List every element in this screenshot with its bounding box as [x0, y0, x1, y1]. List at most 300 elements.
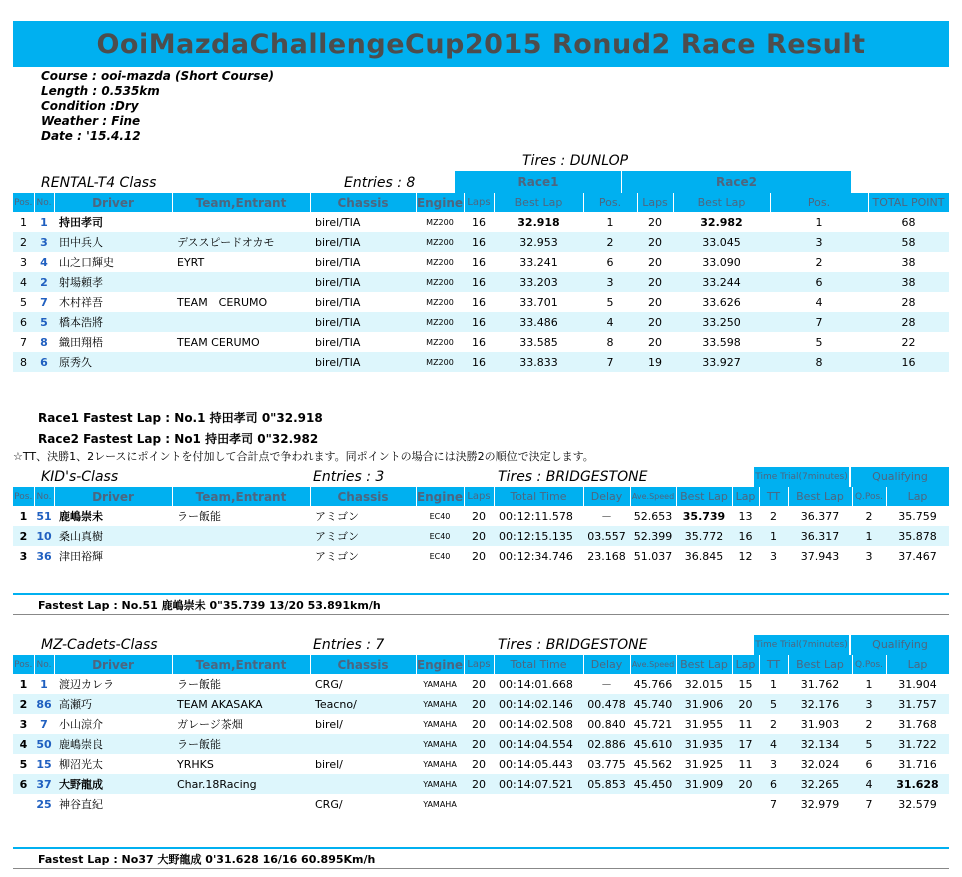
pos-cell: 2 [770, 252, 868, 272]
bestlap-cell: 33.626 [673, 292, 770, 312]
table-row [13, 754, 949, 774]
col-qlap: Lap [886, 655, 949, 674]
total-point-cell: 16 [868, 352, 949, 372]
col-laps-r2: Laps [637, 193, 673, 212]
lap-cell: 16 [732, 526, 759, 546]
table-row [13, 794, 949, 814]
t4-fastest-race2: Race2 Fastest Lap : No1 持田孝司 0"32.982 [38, 432, 319, 446]
avespeed-cell: 45.740 [630, 694, 676, 714]
t4-class-name: RENTAL-T4 Class [41, 175, 157, 191]
bestlap-cell: 32.918 [494, 212, 583, 232]
bestlap-cell: 33.585 [494, 332, 583, 352]
col-qpos: Q.Pos. [852, 487, 886, 506]
pos-cell: 7 [770, 312, 868, 332]
avespeed-cell: 51.037 [630, 546, 676, 566]
col-bestlap-r2: Best Lap [673, 193, 770, 212]
driver-cell: 木村祥吾 [54, 292, 172, 312]
cadets-tires: Tires : BRIDGESTONE [498, 637, 648, 653]
chassis-cell: アミゴン [310, 546, 416, 566]
date-info: Date : '15.4.12 [41, 129, 141, 143]
laps-cell: 20 [637, 212, 673, 232]
driver-cell: 田中兵人 [54, 232, 172, 252]
tt-cell: 4 [759, 734, 788, 754]
pos-cell: 6 [13, 774, 34, 794]
cadets-class-name: MZ-Cadets-Class [41, 637, 158, 653]
delay-cell: 03.775 [583, 754, 630, 774]
col-tt-bestlap: Best Lap [788, 655, 852, 674]
chassis-cell [310, 734, 416, 754]
condition-info: Condition :Dry [41, 99, 139, 113]
bestlap-cell [676, 794, 732, 814]
laps-cell: 20 [637, 292, 673, 312]
qpos-cell: 2 [852, 714, 886, 734]
lap-cell: 17 [732, 734, 759, 754]
col-engine: Engine [416, 193, 464, 212]
car-number-cell: 7 [34, 292, 54, 312]
table-row [13, 714, 949, 734]
totaltime-cell: 00:12:15.135 [494, 526, 583, 546]
col-bestlap: Best Lap [494, 193, 583, 212]
chassis-cell: アミゴン [310, 526, 416, 546]
driver-cell: 原秀久 [54, 352, 172, 372]
team-cell [172, 794, 310, 814]
bestlap-cell: 31.925 [676, 754, 732, 774]
pos-cell: 4 [13, 272, 34, 292]
qlap-cell: 31.722 [886, 734, 949, 754]
team-cell: TEAM CERUMO [172, 292, 310, 312]
qlap-cell: 37.467 [886, 546, 949, 566]
totaltime-cell: 00:14:07.521 [494, 774, 583, 794]
bestlap-cell: 31.935 [676, 734, 732, 754]
qpos-cell: 7 [852, 794, 886, 814]
driver-cell: 鹿嶋崇良 [54, 734, 172, 754]
col-engine: Engine [416, 655, 464, 674]
tt-cell: 3 [759, 754, 788, 774]
col-qpos: Q.Pos. [852, 655, 886, 674]
laps-cell: 16 [464, 352, 494, 372]
total-point-cell: 22 [868, 332, 949, 352]
col-laps: Laps [464, 655, 494, 674]
car-number-cell: 7 [34, 714, 54, 734]
pos-cell: 4 [13, 734, 34, 754]
tt-cell: 5 [759, 694, 788, 714]
pos-cell [13, 794, 34, 814]
col-driver: Driver [54, 487, 172, 506]
col-team: Team,Entrant [172, 193, 310, 212]
tt-bestlap-cell: 32.265 [788, 774, 852, 794]
cadets-fastest: Fastest Lap : No37 大野龍成 0'31.628 16/16 60.895Km/h [38, 853, 376, 866]
bestlap-cell: 33.090 [673, 252, 770, 272]
totaltime-cell: 00:12:11.578 [494, 506, 583, 526]
driver-cell: 大野龍成 [54, 774, 172, 794]
qlap-cell: 35.878 [886, 526, 949, 546]
kids-divider-bottom [13, 614, 949, 615]
table-row [13, 352, 949, 372]
car-number-cell: 37 [34, 774, 54, 794]
course-info: Course : ooi-mazda (Short Course) [41, 69, 275, 83]
table-row [13, 212, 949, 232]
team-cell: TEAM CERUMO [172, 332, 310, 352]
tt-cell: 7 [759, 794, 788, 814]
chassis-cell: birel/TIA [310, 312, 416, 332]
car-number-cell: 36 [34, 546, 54, 566]
qpos-cell: 5 [852, 734, 886, 754]
laps-cell: 16 [464, 312, 494, 332]
delay-cell: 05.853 [583, 774, 630, 794]
team-cell: EYRT [172, 252, 310, 272]
t4-results-table [13, 193, 950, 372]
laps-cell: 20 [464, 694, 494, 714]
kids-class-name: KID's-Class [41, 469, 119, 485]
engine-cell: MZ200 [416, 352, 464, 372]
laps-cell: 20 [464, 526, 494, 546]
driver-cell: 柳沼光太 [54, 754, 172, 774]
bestlap-cell: 35.739 [676, 506, 732, 526]
engine-cell: MZ200 [416, 312, 464, 332]
total-point-cell: 58 [868, 232, 949, 252]
kids-header-row [13, 487, 949, 506]
col-lap: Lap [732, 487, 759, 506]
col-laps: Laps [464, 193, 494, 212]
chassis-cell: birel/ [310, 754, 416, 774]
col-qlap: Lap [886, 487, 949, 506]
cadets-results-table [13, 655, 950, 814]
avespeed-cell: 52.653 [630, 506, 676, 526]
pos-cell: 8 [583, 332, 637, 352]
col-lap: Lap [732, 655, 759, 674]
col-avespeed: Ave.Speed [630, 655, 676, 674]
pos-cell: 6 [770, 272, 868, 292]
bestlap-cell: 31.955 [676, 714, 732, 734]
team-cell: ガレージ茶畑 [172, 714, 310, 734]
delay-cell: 00.840 [583, 714, 630, 734]
kids-fastest: Fastest Lap : No.51 鹿嶋崇未 0"35.739 13/20 53.891km/h [38, 599, 381, 612]
cadets-qual-header: Qualifying [851, 635, 949, 655]
totaltime-cell: 00:14:02.146 [494, 694, 583, 714]
kids-tires: Tires : BRIDGESTONE [498, 469, 648, 485]
laps-cell: 20 [637, 312, 673, 332]
col-chassis: Chassis [310, 655, 416, 674]
pos-cell: 5 [13, 754, 34, 774]
col-delay: Delay [583, 487, 630, 506]
t4-fastest-race1: Race1 Fastest Lap : No.1 持田孝司 0"32.918 [38, 411, 323, 425]
bestlap-cell: 33.244 [673, 272, 770, 292]
col-pos: Pos. [13, 487, 34, 506]
pos-cell: 4 [583, 312, 637, 332]
laps-cell: 20 [637, 272, 673, 292]
pos-cell: 3 [770, 232, 868, 252]
team-cell: ラー飯能 [172, 734, 310, 754]
avespeed-cell: 45.610 [630, 734, 676, 754]
chassis-cell: CRG/ [310, 674, 416, 694]
car-number-cell: 51 [34, 506, 54, 526]
delay-cell: － [583, 506, 630, 526]
team-cell [172, 272, 310, 292]
totaltime-cell: 00:14:02.508 [494, 714, 583, 734]
pos-cell: 5 [770, 332, 868, 352]
pos-cell: 5 [13, 292, 34, 312]
col-team: Team,Entrant [172, 655, 310, 674]
engine-cell: MZ200 [416, 232, 464, 252]
delay-cell: 00.478 [583, 694, 630, 714]
tt-bestlap-cell: 32.134 [788, 734, 852, 754]
lap-cell: 11 [732, 714, 759, 734]
table-row [13, 526, 949, 546]
laps-cell: 16 [464, 332, 494, 352]
engine-cell: EC40 [416, 506, 464, 526]
col-driver: Driver [54, 655, 172, 674]
kids-tt-header: Time Trial(7minutes) [754, 467, 849, 487]
bestlap-cell: 31.909 [676, 774, 732, 794]
tt-cell: 1 [759, 674, 788, 694]
chassis-cell: birel/TIA [310, 332, 416, 352]
engine-cell: EC40 [416, 526, 464, 546]
car-number-cell: 25 [34, 794, 54, 814]
total-point-cell: 38 [868, 252, 949, 272]
qpos-cell: 3 [852, 546, 886, 566]
delay-cell: － [583, 674, 630, 694]
tt-bestlap-cell: 32.024 [788, 754, 852, 774]
car-number-cell: 15 [34, 754, 54, 774]
length-info: Length : 0.535km [41, 84, 160, 98]
team-cell: TEAM AKASAKA [172, 694, 310, 714]
col-total: TOTAL POINT [868, 193, 949, 212]
delay-cell: 03.557 [583, 526, 630, 546]
pos-cell: 3 [583, 272, 637, 292]
col-totaltime: Total Time [494, 655, 583, 674]
laps-cell: 20 [464, 714, 494, 734]
lap-cell: 20 [732, 694, 759, 714]
col-laps: Laps [464, 487, 494, 506]
car-number-cell: 6 [34, 352, 54, 372]
delay-cell: 02.886 [583, 734, 630, 754]
engine-cell: YAMAHA [416, 694, 464, 714]
engine-cell: YAMAHA [416, 794, 464, 814]
laps-cell [464, 794, 494, 814]
tt-bestlap-cell: 31.762 [788, 674, 852, 694]
chassis-cell: CRG/ [310, 794, 416, 814]
laps-cell: 16 [464, 252, 494, 272]
driver-cell: 渡辺カレラ [54, 674, 172, 694]
bestlap-cell: 36.845 [676, 546, 732, 566]
engine-cell: YAMAHA [416, 754, 464, 774]
weather-info: Weather : Fine [41, 114, 141, 128]
driver-cell: 山之口輝史 [54, 252, 172, 272]
driver-cell: 織田翔梧 [54, 332, 172, 352]
laps-cell: 20 [464, 734, 494, 754]
engine-cell: YAMAHA [416, 774, 464, 794]
laps-cell: 20 [637, 232, 673, 252]
laps-cell: 16 [464, 232, 494, 252]
page-title: OoiMazdaChallengeCup2015 Ronud2 Race Result [13, 21, 949, 67]
bestlap-cell: 33.701 [494, 292, 583, 312]
cadets-divider-bottom [13, 868, 949, 869]
pos-cell: 3 [13, 546, 34, 566]
bestlap-cell: 33.927 [673, 352, 770, 372]
driver-cell: 桑山真樹 [54, 526, 172, 546]
delay-cell: 23.168 [583, 546, 630, 566]
pos-cell: 1 [770, 212, 868, 232]
bestlap-cell: 32.953 [494, 232, 583, 252]
pos-cell: 8 [770, 352, 868, 372]
car-number-cell: 5 [34, 312, 54, 332]
table-row [13, 734, 949, 754]
chassis-cell: birel/TIA [310, 272, 416, 292]
col-bestlap: Best Lap [676, 487, 732, 506]
pos-cell: 1 [583, 212, 637, 232]
engine-cell: MZ200 [416, 272, 464, 292]
tt-bestlap-cell: 36.377 [788, 506, 852, 526]
col-tt-bestlap: Best Lap [788, 487, 852, 506]
bestlap-cell: 33.250 [673, 312, 770, 332]
delay-cell [583, 794, 630, 814]
laps-cell: 20 [464, 674, 494, 694]
bestlap-cell: 35.772 [676, 526, 732, 546]
kids-divider [13, 593, 949, 595]
total-point-cell: 68 [868, 212, 949, 232]
kids-qual-header: Qualifying [851, 467, 949, 487]
avespeed-cell: 45.766 [630, 674, 676, 694]
laps-cell: 16 [464, 272, 494, 292]
laps-cell: 16 [464, 212, 494, 232]
qlap-cell: 31.904 [886, 674, 949, 694]
bestlap-cell: 33.833 [494, 352, 583, 372]
pos-cell: 3 [13, 714, 34, 734]
pos-cell: 2 [583, 232, 637, 252]
driver-cell: 小山涼介 [54, 714, 172, 734]
col-pos: Pos. [13, 193, 34, 212]
t4-header-row [13, 193, 949, 212]
qlap-cell: 32.579 [886, 794, 949, 814]
pos-cell: 1 [13, 212, 34, 232]
qpos-cell: 4 [852, 774, 886, 794]
bestlap-cell: 33.203 [494, 272, 583, 292]
table-row [13, 674, 949, 694]
qpos-cell: 1 [852, 674, 886, 694]
total-point-cell: 38 [868, 272, 949, 292]
totaltime-cell [494, 794, 583, 814]
t4-race1-header: Race1 [455, 171, 621, 193]
col-bestlap: Best Lap [676, 655, 732, 674]
qlap-cell: 31.757 [886, 694, 949, 714]
tt-bestlap-cell: 32.979 [788, 794, 852, 814]
kids-entries: Entries : 3 [313, 469, 385, 485]
col-pos-r2: Pos. [770, 193, 868, 212]
lap-cell [732, 794, 759, 814]
table-row [13, 292, 949, 312]
driver-cell: 橋本浩將 [54, 312, 172, 332]
car-number-cell: 10 [34, 526, 54, 546]
totaltime-cell: 00:14:05.443 [494, 754, 583, 774]
bestlap-cell: 33.045 [673, 232, 770, 252]
engine-cell: EC40 [416, 546, 464, 566]
lap-cell: 15 [732, 674, 759, 694]
chassis-cell: birel/ [310, 714, 416, 734]
tt-bestlap-cell: 31.903 [788, 714, 852, 734]
pos-cell: 4 [770, 292, 868, 312]
pos-cell: 5 [583, 292, 637, 312]
totaltime-cell: 00:14:04.554 [494, 734, 583, 754]
avespeed-cell: 45.450 [630, 774, 676, 794]
team-cell [172, 546, 310, 566]
pos-cell: 7 [13, 332, 34, 352]
cadets-tt-header: Time Trial(7minutes) [754, 635, 849, 655]
table-row [13, 252, 949, 272]
car-number-cell: 86 [34, 694, 54, 714]
car-number-cell: 2 [34, 272, 54, 292]
team-cell: デススピードオカモ [172, 232, 310, 252]
team-cell: Char.18Racing [172, 774, 310, 794]
driver-cell: 鹿嶋崇未 [54, 506, 172, 526]
laps-cell: 20 [464, 546, 494, 566]
bestlap-cell: 32.982 [673, 212, 770, 232]
chassis-cell: アミゴン [310, 506, 416, 526]
table-row [13, 232, 949, 252]
tt-bestlap-cell: 37.943 [788, 546, 852, 566]
table-row [13, 272, 949, 292]
total-point-cell: 28 [868, 292, 949, 312]
laps-cell: 20 [464, 774, 494, 794]
car-number-cell: 8 [34, 332, 54, 352]
qlap-cell: 31.768 [886, 714, 949, 734]
col-pos-r1: Pos. [583, 193, 637, 212]
bestlap-cell: 33.241 [494, 252, 583, 272]
engine-cell: YAMAHA [416, 714, 464, 734]
table-row [13, 506, 949, 526]
table-row [13, 774, 949, 794]
car-number-cell: 3 [34, 232, 54, 252]
team-cell: ラー飯能 [172, 674, 310, 694]
team-cell [172, 212, 310, 232]
tt-cell: 6 [759, 774, 788, 794]
col-chassis: Chassis [310, 193, 416, 212]
laps-cell: 20 [464, 506, 494, 526]
pos-cell: 2 [13, 526, 34, 546]
col-no: No. [34, 655, 54, 674]
total-point-cell: 28 [868, 312, 949, 332]
driver-cell: 射場頼孝 [54, 272, 172, 292]
col-avespeed: Ave.Speed [630, 487, 676, 506]
tt-bestlap-cell: 36.317 [788, 526, 852, 546]
bestlap-cell: 32.015 [676, 674, 732, 694]
tt-bestlap-cell: 32.176 [788, 694, 852, 714]
driver-cell: 持田孝司 [54, 212, 172, 232]
bestlap-cell: 33.486 [494, 312, 583, 332]
qpos-cell: 2 [852, 506, 886, 526]
lap-cell: 11 [732, 754, 759, 774]
chassis-cell: birel/TIA [310, 212, 416, 232]
col-pos: Pos. [13, 655, 34, 674]
chassis-cell: birel/TIA [310, 292, 416, 312]
col-chassis: Chassis [310, 487, 416, 506]
chassis-cell: birel/TIA [310, 352, 416, 372]
avespeed-cell: 45.721 [630, 714, 676, 734]
driver-cell: 神谷直紀 [54, 794, 172, 814]
engine-cell: MZ200 [416, 292, 464, 312]
pos-cell: 3 [13, 252, 34, 272]
chassis-cell [310, 774, 416, 794]
avespeed-cell: 52.399 [630, 526, 676, 546]
qlap-cell: 31.628 [886, 774, 949, 794]
chassis-cell: birel/TIA [310, 252, 416, 272]
engine-cell: YAMAHA [416, 674, 464, 694]
cadets-header-row [13, 655, 949, 674]
tt-cell: 2 [759, 506, 788, 526]
qpos-cell: 1 [852, 526, 886, 546]
col-engine: Engine [416, 487, 464, 506]
pos-cell: 2 [13, 694, 34, 714]
tt-cell: 2 [759, 714, 788, 734]
